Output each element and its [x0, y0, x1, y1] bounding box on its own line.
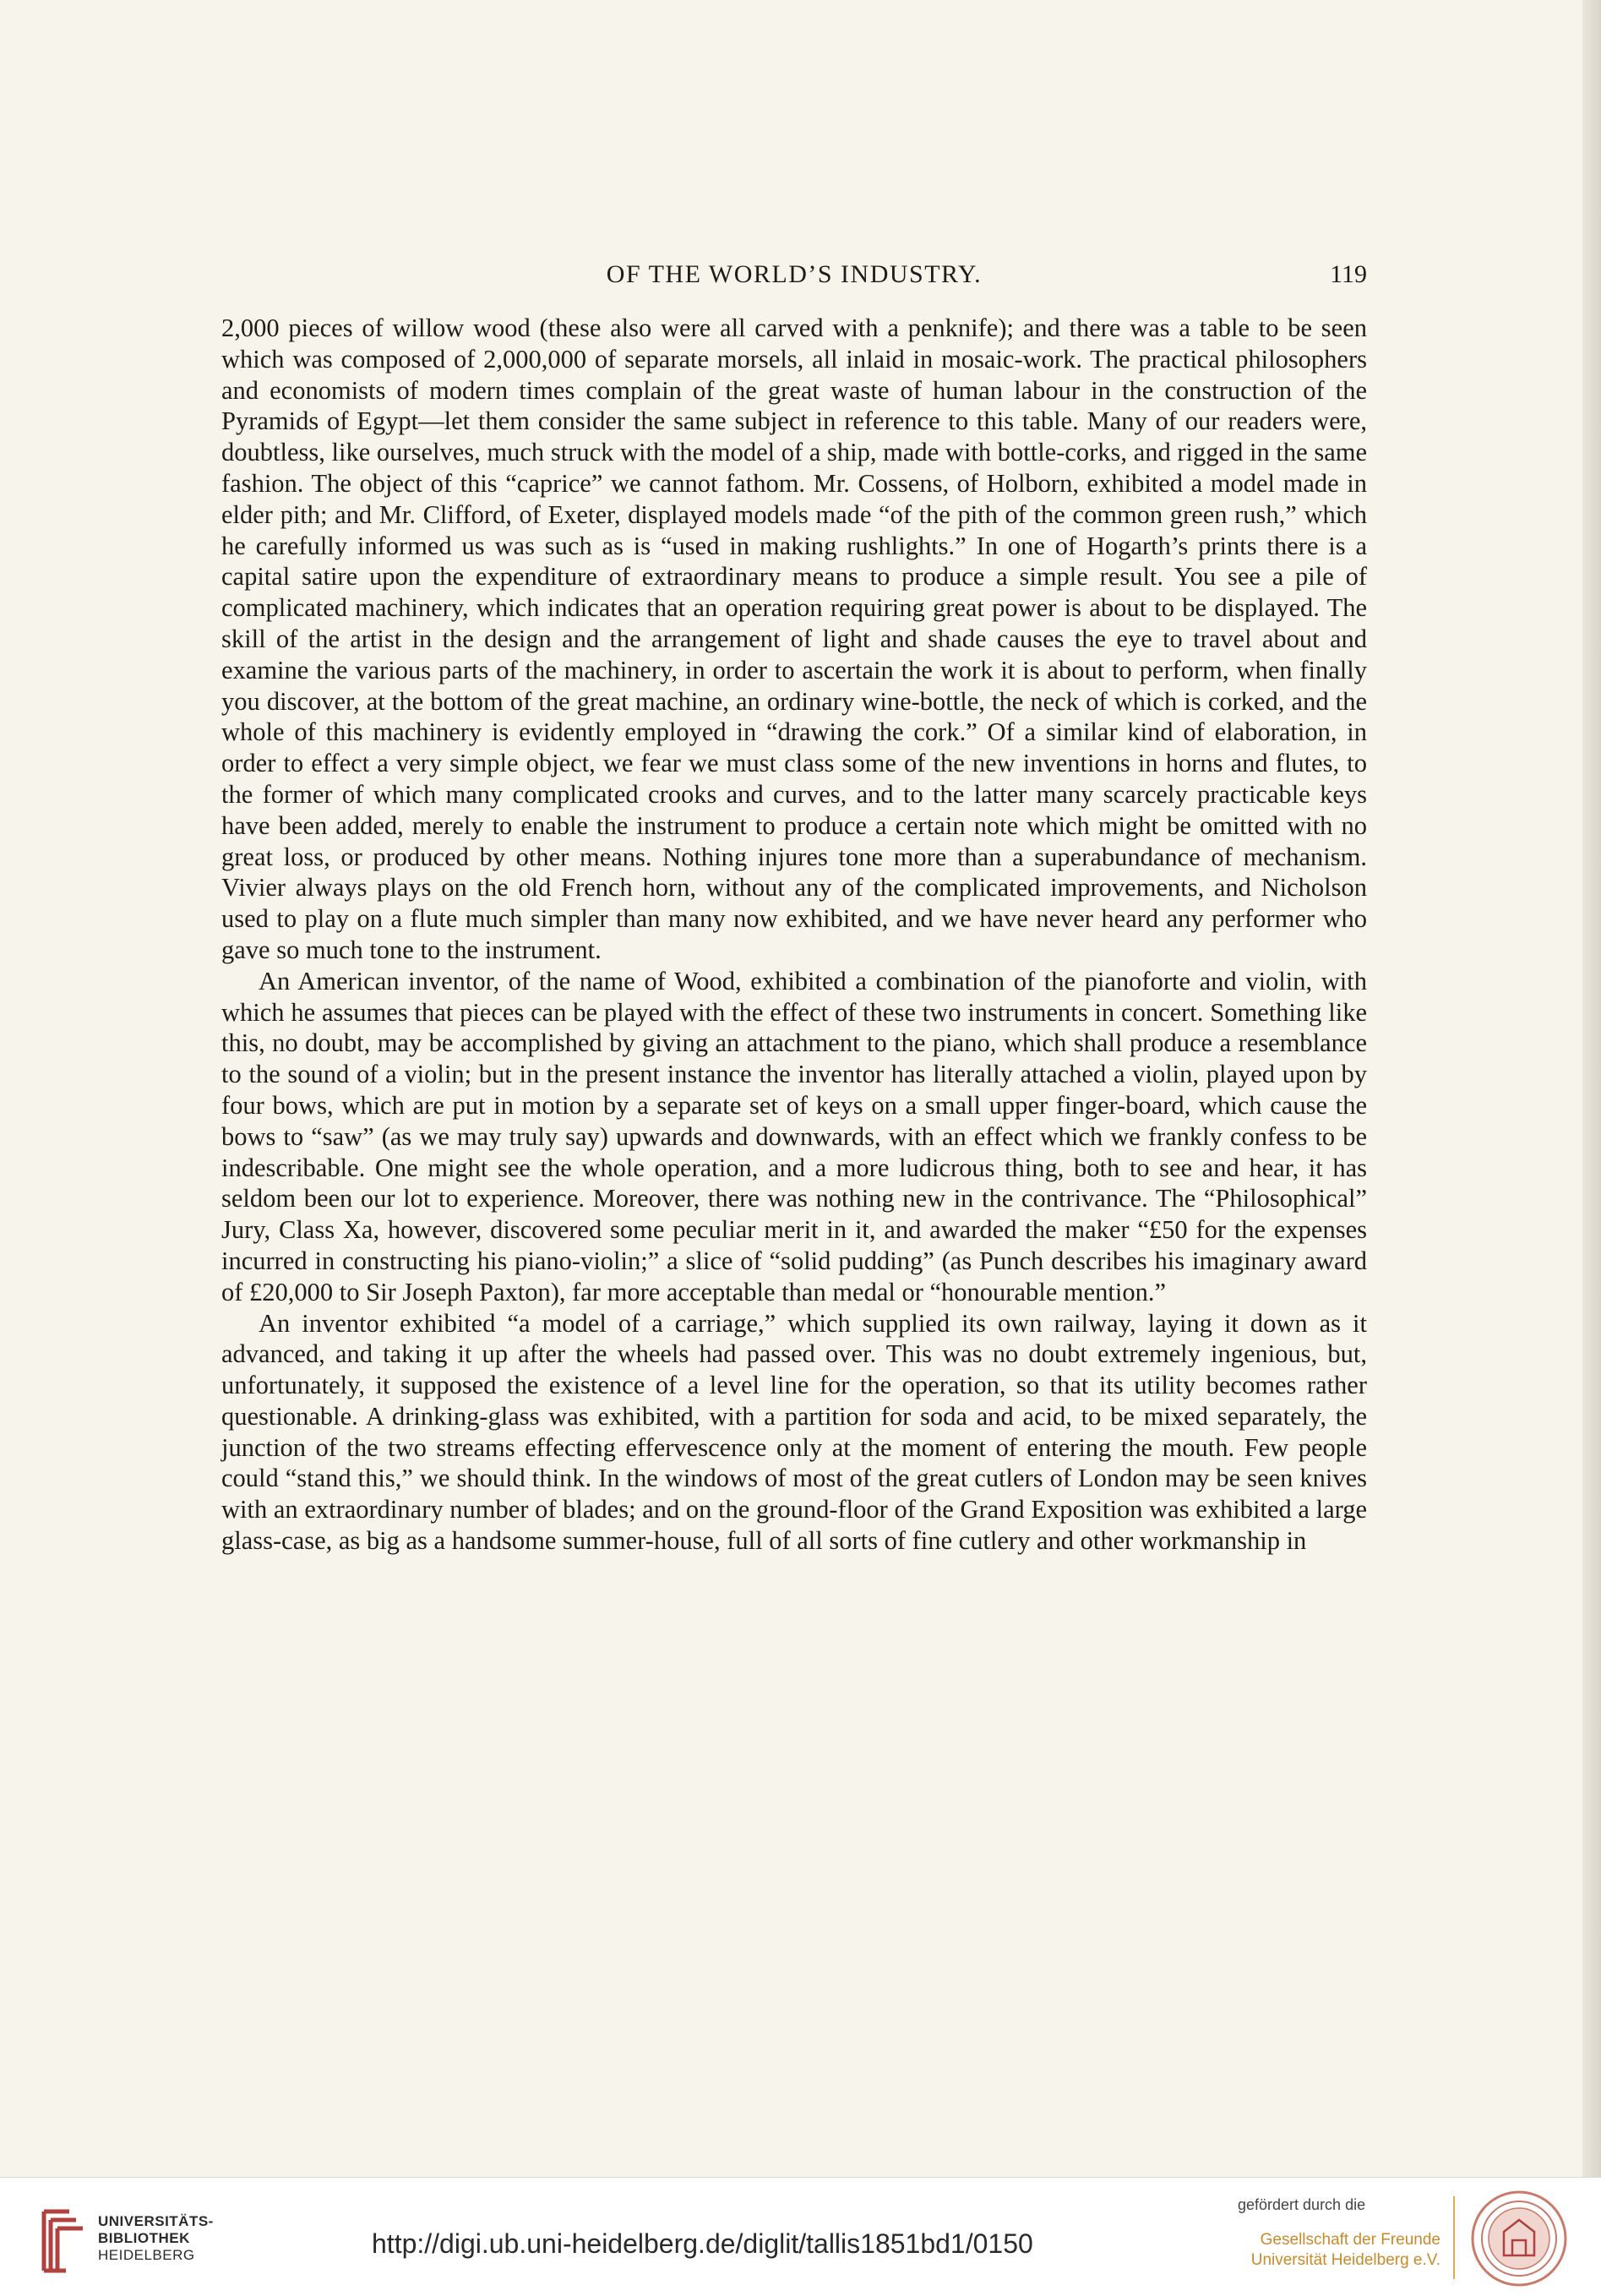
university-seal-icon [1470, 2190, 1568, 2288]
sponsor-line-1: Gesellschaft der Freunde [1260, 2231, 1440, 2249]
viewer-footer [0, 2177, 1601, 2296]
paragraph-2: An American inventor, of the name of Wood, exhibited a combination of the pianoforte and violin, with which he assumes that pieces can be played with the effect of these two instruments in concert. Something like this, no doubt, may be accomplished by giving an attachment to the piano, which shall produce a resemblance to the sound of a violin; but in the present instance the inventor has literally attached a violin, played upon by four bows, which are put in motion by a separate set of keys on a small upper finger-board, which cause the bows to “saw” (as we may truly say) upwards and downwards, with an effect which we frankly confess to be indescribable. One might see the whole operation, and a more ludicrous thing, both to see and hear, it has seldom been our lot to experience. Moreover, there was nothing new in the contrivance. The “Philosophical” Jury, Class Xa, however, discovered some peculiar merit in it, and awarded the maker “£50 for the expenses incurred in constructing his piano-violin;” a slice of “solid pudding” (as Punch describes his imaginary award of £20,000 to Sir Joseph Paxton), far more acceptable than medal or “honourable mention.” [221, 966, 1367, 1306]
paragraph-1: 2,000 pieces of willow wood (these also were all carved with a penknife); and there was a table to be seen which was composed of 2,000,000 of separate morsels, all inlaid in mosaic-work. The practical philosophers and economists of modern times complain of the great waste of human labour in the construction of the Pyramids of Egypt—let them consider the same subject in reference to this table. Many of our readers were, doubtless, like ourselves, much struck with the model of a ship, made with bottle-corks, and rigged in the same fashion. The object of this “caprice” we cannot fathom. Mr. Cossens, of Holborn, exhibited a model made in elder pith; and Mr. Clifford, of Exeter, displayed models made “of the pith of the common green rush,” which he carefully informed us was such as is “used in making rushlights.” In one of Hogarth’s prints there is a capital satire upon the expenditure of extraordinary means to produce a simple result. You see a pile of complicated machinery, which indicates that an operation requiring great power is about to be displayed. The skill of the artist in the design and the arrangement of light and shade causes the eye to travel about and examine the various parts of the machinery, in order to ascertain the work it is about to perform, when finally you discover, at the bottom of the great machine, an ordinary wine-bottle, the neck of which is corked, and the whole of this machinery is evidently employed in “drawing the cork.” Of a similar kind of elaboration, in order to effect a very simple object, we fear we must class some of the new inventions in horns and flutes, to the former of which many complicated crooks and curves, and to the latter many scarcely practicable keys have been added, merely to enable the instrument to produce a certain note which might be omitted with no great loss, or produced by other means. Nothing injures tone more than a superabundance of mechanism. Vivier always plays on the old French horn, without any of the complicated improvements, and Nicholson used to play on a flute much simpler than many now exhibited, and we have never heard any performer who gave so much tone to the instrument. [221, 314, 1367, 964]
page-number: 119 [1330, 260, 1367, 288]
footer-divider [1453, 2196, 1455, 2279]
sponsor-line-2: Universität Heidelberg e.V. [1250, 2251, 1440, 2269]
page-header [221, 260, 1367, 297]
permalink-url[interactable]: http://digi.ub.uni-heidelberg.de/diglit/tallis1851bd1/0150 [372, 2228, 1033, 2259]
library-name [98, 2213, 214, 2264]
library-line-2: BIBLIOTHEK [98, 2230, 190, 2246]
library-line-1: UNIVERSITÄTS- [98, 2213, 214, 2229]
running-head: OF THE WORLD’S INDUSTRY. [606, 260, 983, 288]
body-text [221, 313, 1367, 1557]
page-edge [1582, 0, 1601, 2177]
library-logo-icon [37, 2206, 88, 2276]
sponsor-name [1251, 2230, 1440, 2271]
sponsor-label: gefördert durch die [1238, 2196, 1366, 2213]
library-line-3: HEIDELBERG [98, 2247, 195, 2263]
paragraph-3: An inventor exhibited “a model of a carriage,” which supplied its own railway, laying it down as it advanced, and taking it up after the wheels had passed over. This was no doubt extremely ingenious, but, unfortunately, it supposed the existence of a level line for the operation, so that its utility becomes rather questionable. A drinking-glass was exhibited, with a partition for soda and acid, to be mixed separately, the junction of the two streams effecting effervescence only at the moment of entering the mouth. Few people could “stand this,” we should think. In the windows of most of the great cutlers of London may be seen knives with an extraordinary number of blades; and on the ground-floor of the Grand Exposition was exhibited a large glass-case, as big as a handsome summer-house, full of all sorts of fine cutlery and other workmanship in [221, 1308, 1367, 1556]
